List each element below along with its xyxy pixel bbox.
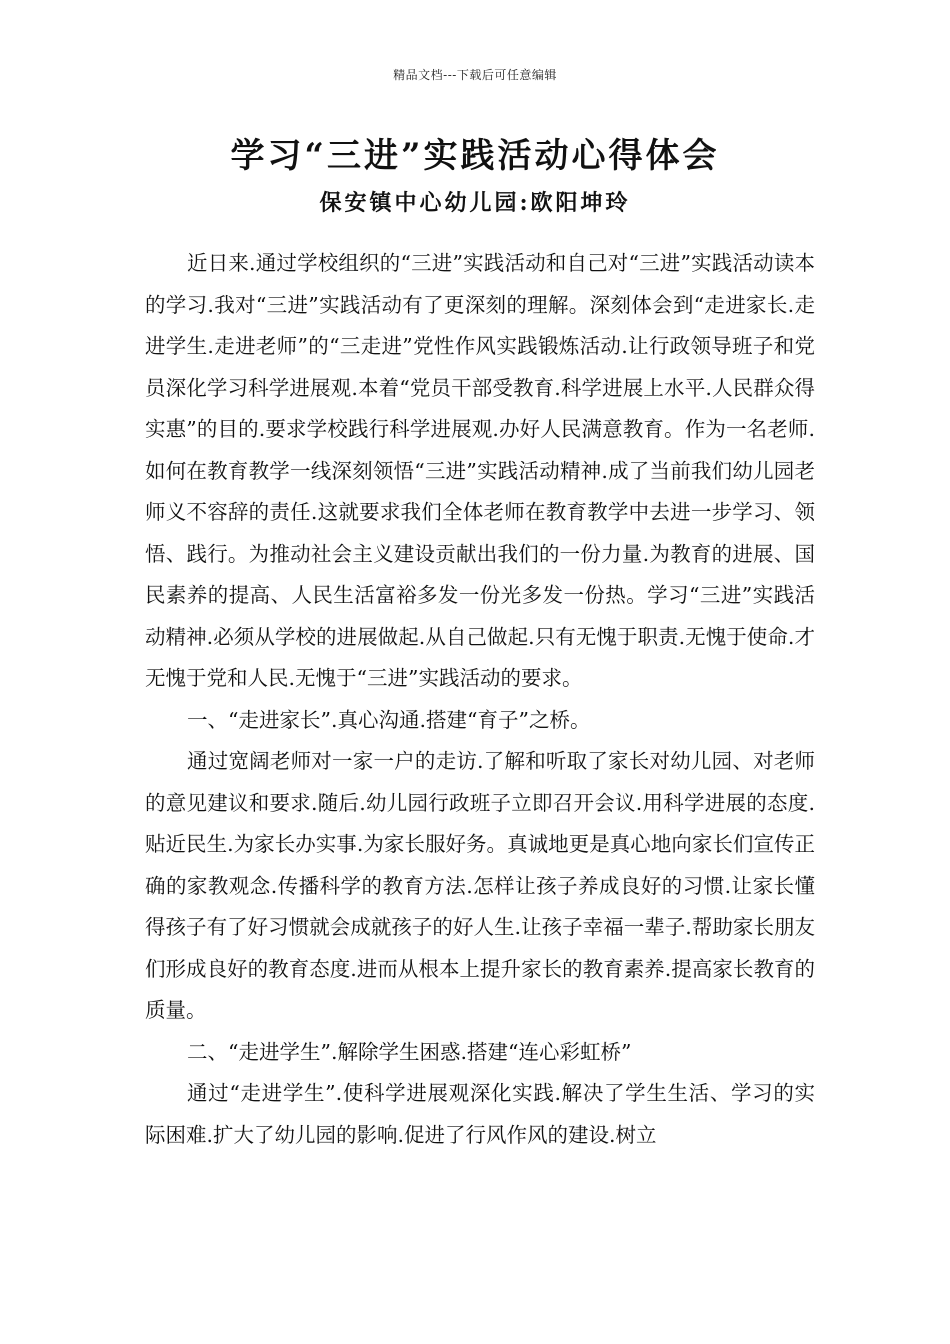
paragraph-intro: 近日来.通过学校组织的“三进”实践活动和自己对“三进”实践活动读本的学习.我对“三进”实践活动有了更深刻的理解。深刻体会到“走进家长.走进学生.走进老师”的“三走进”党性作风实践锻炼活动.让行政领导班子和党员深化学习科学进展观.本着“党员干部受教育.科学进展上水平.人民群众得实惠”的目的.要求学校践行科学进展观.办好人民满意教育。作为一名老师.如何在教育教学一线深刻领悟“三进”实践活动精神.成了当前我们幼儿园老师义不容辞的责任.这就要求我们全体老师在教育教学中去进一步学习、领悟、践行。为推动社会主义建设贡献出我们的一份力量.为教育的进展、国民素养的提高、人民生活富裕多发一份光多发一份热。学习“三进”实践活动精神.必须从学校的进展做起.从自己做起.只有无愧于职责.无愧于使命.才无愧于党和人民.无愧于“三进”实践活动的要求。 bbox=[145, 251, 815, 690]
section-heading-parents: 一、“走进家长”.真心沟通.搭建“育子”之桥。 bbox=[187, 707, 591, 732]
paragraph-students: 通过“走进学生”.使科学进展观深化实践.解决了学生生活、学习的实际困难.扩大了幼儿园的影响.促进了行风作风的建设.树立 bbox=[145, 1081, 815, 1147]
author-line: 保安镇中心幼儿园:欧阳坤玲 bbox=[319, 190, 631, 216]
header-note: 精品文档---下载后可任意编辑 bbox=[393, 68, 557, 82]
paragraph-parents: 通过宽阔老师对一家一户的走访.了解和听取了家长对幼儿园、对老师的意见建议和要求.随后.幼儿园行政班子立即召开会议.用科学进展的态度.贴近民生.为家长办实事.为家长服好务。真诚地更是真心地向家长们宣传正确的家教观念.传播科学的教育方法.怎样让孩子养成良好的习惯.让家长懂得孩子有了好习惯就会成就孩子的好人生.让孩子幸福一辈子.帮助家长朋友们形成良好的教育态度.进而从根本上提升家长的教育素养.提高家长教育的质量。 bbox=[145, 749, 815, 1022]
document-title: 学习“三进”实践活动心得体会 bbox=[230, 136, 720, 176]
document-body bbox=[145, 243, 815, 1156]
section-heading-students: 二、“走进学生”.解除学生困惑.搭建“连心彩虹桥” bbox=[187, 1039, 632, 1064]
